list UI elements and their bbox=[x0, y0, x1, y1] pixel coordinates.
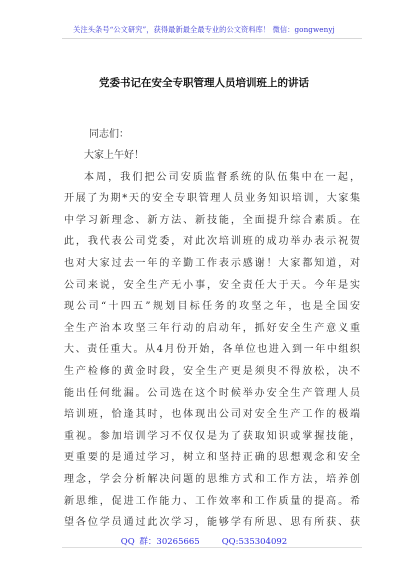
body-line: 更重要的是通过学习，树立和坚持正确的思想观念和安全 bbox=[64, 452, 360, 464]
body-line: 全生产治本攻坚三年行动的启动年，抓好安全生产意义重 bbox=[64, 322, 360, 334]
body-line: 生产检修的黄金时段，安全生产更是须臾不得放松，决不 bbox=[64, 365, 360, 377]
footer-contact bbox=[0, 535, 408, 547]
body-line: 中学习新理念、新方法、新技能，全面提升综合素质。在 bbox=[64, 214, 360, 226]
footer-divider bbox=[62, 547, 362, 548]
body-line: 能出任何纰漏。公司选在这个时候举办安全生产管理人员 bbox=[64, 387, 360, 399]
body-line: 也对大家过去一年的辛勤工作表示感谢！大家都知道，对 bbox=[64, 257, 360, 269]
body-line: 公司来说，安全生产无小事，安全责任大于天。今年是实 bbox=[64, 279, 360, 291]
salutation: 同志们： bbox=[89, 129, 129, 140]
header-divider bbox=[62, 38, 362, 39]
document-body bbox=[64, 145, 360, 534]
body-line: 大家上午好！ bbox=[84, 150, 144, 161]
header-banner: 关注头条号“公文研究”，获得最新最全最专业的公文资料库！ 微信：gongwenyj bbox=[73, 25, 335, 34]
document-title: 党委书记在安全专职管理人员培训班上的讲话 bbox=[99, 77, 309, 89]
body-line: 新思维，促进工作能力、工作效率和工作质量的提高。希 bbox=[64, 495, 360, 507]
body-line: 此，我代表公司党委，对此次培训班的成功举办表示祝贺 bbox=[64, 236, 360, 248]
body-line: 本周，我们把公司安质监督系统的队伍集中在一起， bbox=[84, 171, 360, 183]
body-line: 理念，学会分析解决问题的思维方式和工作方法，培养创 bbox=[64, 473, 360, 485]
body-line: 开展了为期*天的安全专职管理人员业务知识培训，大家集 bbox=[64, 193, 360, 205]
body-line: 大、责任重大。从4月份开始，各单位也进入到一年中组织 bbox=[64, 344, 360, 356]
footer-qq-group: QQ 群：30265665 bbox=[120, 537, 200, 547]
body-line: 望各位学员通过此次学习，能够学有所思、思有所获、获 bbox=[64, 517, 360, 529]
body-line: 培训班，恰逢其时，也体现出公司对安全生产工作的极端 bbox=[64, 409, 360, 421]
body-line: 重视。参加培训学习不仅仅是为了获取知识或掌握技能， bbox=[64, 430, 360, 442]
footer-qq-number: QQ:535304092 bbox=[221, 537, 288, 547]
body-line: 现公司“十四五”规划目标任务的攻坚之年，也是全国安 bbox=[64, 301, 360, 313]
